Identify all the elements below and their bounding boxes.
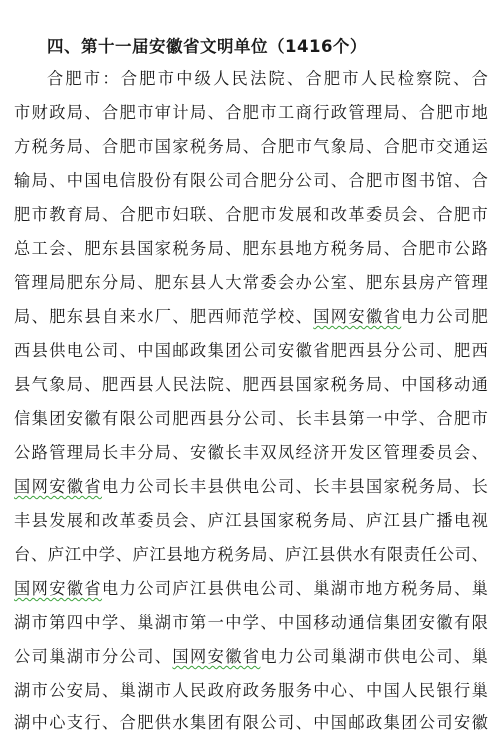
spellcheck-underline: 国网安徽省 (14, 477, 103, 496)
spellcheck-underline: 国网安徽省 (313, 307, 402, 326)
spellcheck-underline: 国网安徽省 (172, 647, 261, 666)
text-line: 湖市公安局、巢湖市人民政府政务服务中心、中国人民银行巢 (14, 681, 488, 700)
text-line: 公路管理局长丰分局、安徽长丰双凤经济开发区管理委员会、 (14, 443, 488, 462)
text-line: 公司巢湖市分公司、国网安徽省电力公司巢湖市供电公司、巢 (14, 647, 488, 666)
text-line: 湖中心支行、合肥供水集团有限公司、中国邮政集团公司安徽 (14, 713, 488, 731)
section-heading: 四、第十一届安徽省文明单位（1416个） (47, 37, 367, 56)
text-line: 管理局肥东分局、肥东县人大常委会办公室、肥东县房产管理 (14, 273, 488, 292)
text-line: 局、肥东县自来水厂、肥西师范学校、国网安徽省电力公司肥 (14, 307, 489, 326)
text-line: 台、庐江中学、庐江县地方税务局、庐江县供水有限责任公司、 (14, 545, 488, 564)
text-line: 国网安徽省电力公司长丰县供电公司、长丰县国家税务局、长 (14, 477, 489, 496)
text-line: 西县供电公司、中国邮政集团公司安徽省肥西县分公司、肥西 (14, 341, 488, 360)
spellcheck-underline: 国网安徽省 (14, 579, 103, 598)
text-line: 县气象局、肥西县人民法院、肥西县国家税务局、中国移动通 (14, 375, 488, 394)
text-line: 丰县发展和改革委员会、庐江县国家税务局、庐江县广播电视 (14, 511, 488, 530)
text-line: 湖市第四中学、巢湖市第一中学、中国移动通信集团安徽有限 (14, 613, 488, 632)
text-line: 输局、中国电信股份有限公司合肥分公司、合肥市图书馆、合 (14, 171, 488, 190)
text-line: 市财政局、合肥市审计局、合肥市工商行政管理局、合肥市地 (14, 103, 488, 122)
text-line: 总工会、肥东县国家税务局、肥东县地方税务局、合肥市公路 (14, 239, 488, 258)
text-line: 国网安徽省电力公司庐江县供电公司、巢湖市地方税务局、巢 (14, 579, 489, 598)
text-line: 方税务局、合肥市国家税务局、合肥市气象局、合肥市交通运 (14, 137, 488, 156)
text-line: 合肥市：合肥市中级人民法院、合肥市人民检察院、合 (47, 69, 488, 88)
text-line: 肥市教育局、合肥市妇联、合肥市发展和改革委员会、合肥市 (14, 205, 488, 224)
text-line: 信集团安徽有限公司肥西县分公司、长丰县第一中学、合肥市 (14, 409, 488, 428)
